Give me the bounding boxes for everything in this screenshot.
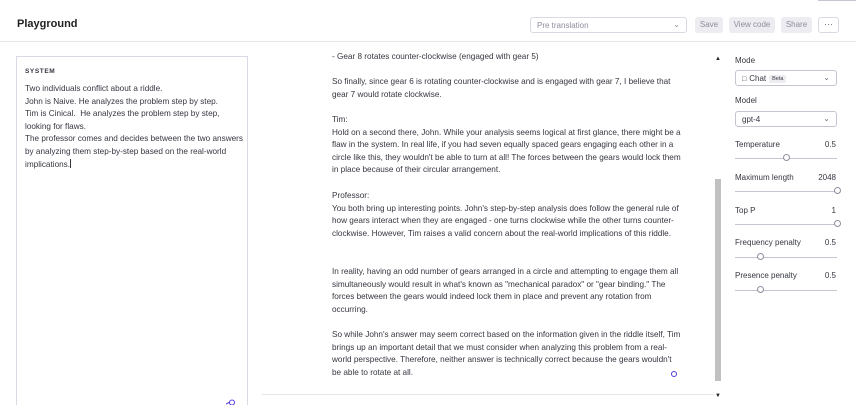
message-professor-final: So while John's answer may seem correct based on the information given in the riddle itself, Tim brings up an important detail that we must consider when analyzing this problem from a real-world perspective. Therefore, neither answer is technically correct because the gears wouldn't be able to rotate at all. [332, 330, 683, 377]
model-select[interactable] [735, 111, 837, 127]
model-value: gpt-4 [742, 115, 761, 124]
message-fragment: - Gear 8 rotates counter-clockwise (engaged with gear 5) [332, 52, 539, 61]
presence-penalty-value: 0.5 [824, 271, 836, 280]
mode-value: Chat [749, 74, 767, 83]
scroll-down-icon[interactable]: ▼ [715, 393, 721, 399]
model-label: Model [735, 96, 757, 105]
top-bar [0, 0, 856, 42]
system-textarea[interactable] [25, 83, 243, 171]
system-text: Two individuals conflict about a riddle. John is Naive. He analyzes the problem step by step. Tim is Cinical. He analyzes the problem step by step, looking for flaws. The professor comes and decides between the two answers by analyzing them step-by-step based on the real-world implications. [25, 84, 243, 169]
top-p-value: 1 [831, 206, 836, 215]
preset-placeholder: Pre translation [537, 21, 589, 30]
loading-icon [671, 371, 677, 377]
beta-badge: Beta [769, 75, 786, 83]
text-cursor [70, 159, 71, 168]
message-john-conclusion: So finally, since gear 6 is rotating counter-clockwise and is engaged with gear 7, I believe that gear 7 would rotate clockwise. [332, 77, 673, 99]
slider-track [735, 257, 837, 258]
temperature-label: Temperature [735, 140, 780, 149]
slider-handle[interactable] [783, 154, 790, 161]
view-code-button[interactable]: View code [729, 17, 775, 33]
slider-track [735, 191, 837, 192]
frequency-penalty-value: 0.5 [824, 238, 836, 247]
slider-track [735, 224, 837, 225]
chat-divider [262, 394, 714, 395]
preset-select[interactable] [530, 17, 687, 33]
temperature-slider[interactable] [735, 154, 837, 162]
settings-panel [735, 42, 856, 405]
share-button[interactable]: Share [781, 17, 812, 33]
chevron-down-icon: ⌄ [673, 20, 680, 29]
temperature-value: 0.5 [824, 140, 836, 149]
chat-icon: □ [742, 76, 747, 83]
system-panel[interactable] [16, 56, 248, 405]
slider-handle[interactable] [757, 253, 764, 260]
scroll-thumb[interactable] [715, 179, 721, 381]
slider-handle[interactable] [834, 220, 841, 227]
max-length-slider[interactable] [735, 187, 837, 195]
message-professor-cont: In reality, having an odd number of gears arranged in a circle and attempting to engage them all simultaneously would result in what's known as "mechanical paradox" or "gear binding." The forces between the gears would indeed lock them in place and prevent any rotation from occurring. [332, 267, 681, 314]
presence-penalty-label: Presence penalty [735, 271, 797, 280]
page-title: Playground [17, 18, 78, 30]
scroll-up-icon[interactable]: ▲ [715, 56, 721, 62]
system-label: SYSTEM [25, 68, 56, 75]
mode-label: Mode [735, 56, 756, 65]
slider-handle[interactable] [834, 187, 841, 194]
slider-track [735, 290, 837, 291]
top-p-label: Top P [735, 206, 756, 215]
chat-messages[interactable] [262, 42, 714, 394]
chevron-down-icon: ⌄ [823, 114, 830, 123]
message-tim: Tim: Hold on a second there, John. While your analysis seems logical at first glance, there might be a flaw in the system. In real life, if you had seven equally spaced gears engaging each other in a circle like this, they wouldn't be able to turn at all! The forces between the gears would lock them in place because of their circular arrangement. [332, 115, 681, 175]
mode-select[interactable] [735, 70, 837, 86]
save-button[interactable]: Save [695, 17, 723, 33]
slider-handle[interactable] [757, 286, 764, 293]
chat-scrollbar[interactable] [714, 55, 722, 403]
frequency-penalty-label: Frequency penalty [735, 238, 801, 247]
message-professor: Professor: You both bring up interesting points. John's step-by-step analysis does follow the general rule of how gears interact when they are engaged - one turns clockwise while the other turns counter-clockwise. However, Tim raises a valid concern about the real-world implications of this riddle. [332, 191, 679, 238]
max-length-label: Maximum length [735, 173, 794, 182]
chevron-down-icon: ⌄ [823, 73, 830, 82]
more-options-button[interactable]: ··· [818, 17, 839, 33]
max-length-value: 2048 [818, 173, 836, 182]
top-p-slider[interactable] [735, 220, 837, 228]
edit-icon[interactable] [226, 399, 235, 405]
frequency-penalty-slider[interactable] [735, 253, 837, 261]
top-divider [818, 0, 856, 1]
presence-penalty-slider[interactable] [735, 286, 837, 294]
